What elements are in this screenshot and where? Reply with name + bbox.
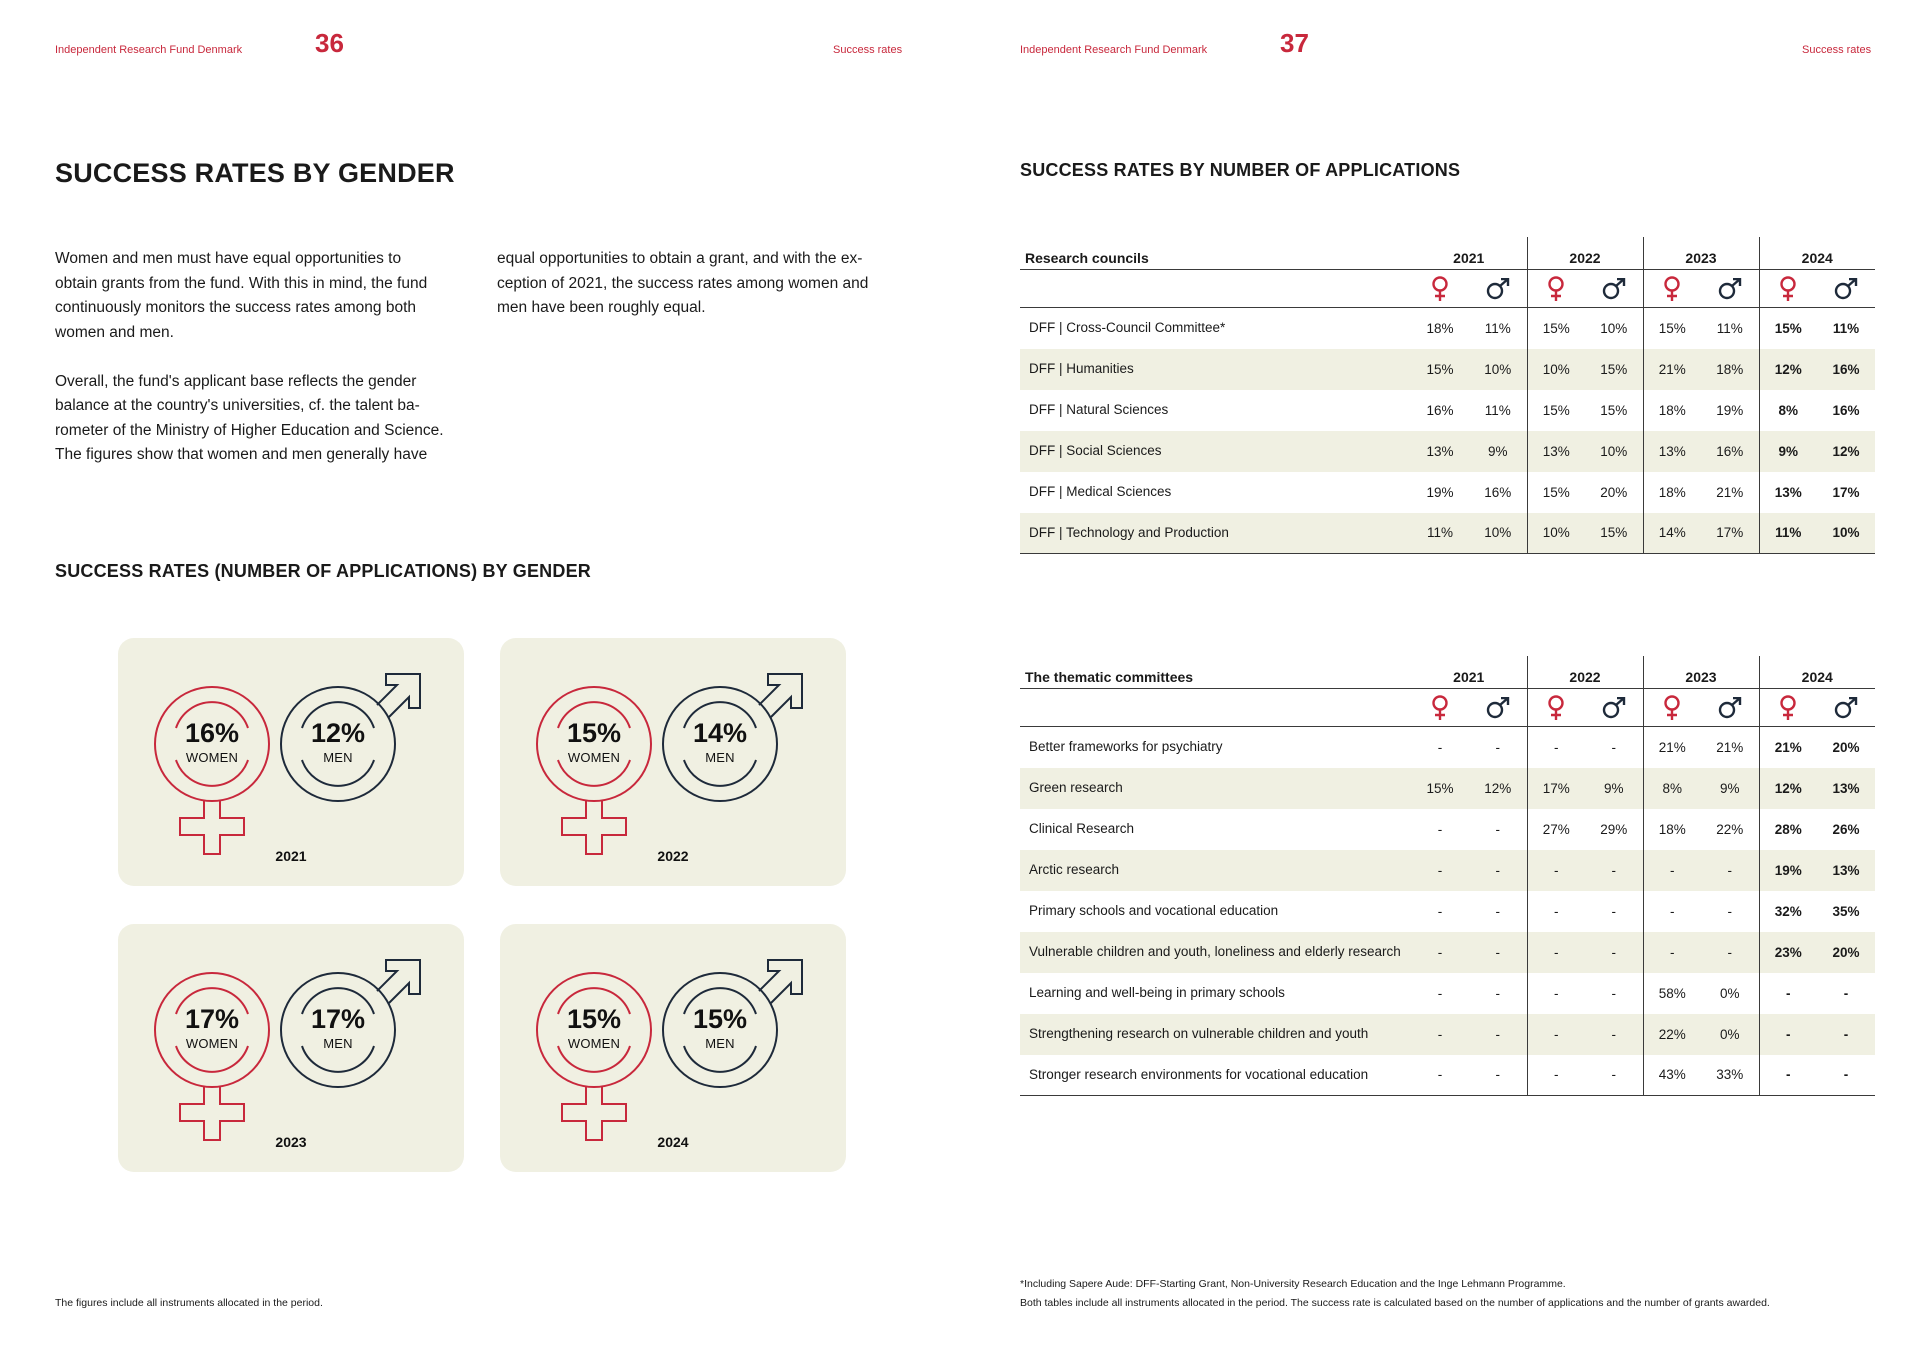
rate-cell: 12%	[1469, 768, 1527, 809]
right-header-org: Independent Research Fund Denmark	[1020, 44, 1208, 56]
text-line: women and men.	[55, 323, 174, 341]
rate-cell: -	[1437, 903, 1443, 919]
rate-cell: 33%	[1701, 1055, 1759, 1096]
text-line: Overall, the fund's applicant base reflects the gender	[55, 372, 417, 390]
rate-cell: -	[1611, 739, 1616, 755]
rate-cell: -	[1495, 903, 1500, 919]
rate-cell: -	[1527, 1014, 1585, 1055]
left-header-org: Independent Research Fund Denmark	[55, 44, 243, 56]
year-header: 2021	[1411, 237, 1527, 270]
year-header: 2024	[1759, 656, 1875, 689]
men-label: MEN	[705, 1036, 735, 1051]
rate-cell: -	[1701, 850, 1759, 891]
text-line: ception of 2021, the success rates among women and	[497, 274, 869, 292]
rate-cell: 13%	[1527, 431, 1585, 472]
text-line: balance at the country's universities, cf. the talent ba-	[55, 397, 420, 414]
rate-cell: 8%	[1759, 390, 1817, 431]
row-label: Better frameworks for psychiatry	[1029, 739, 1223, 755]
row-label: Primary schools and vocational education	[1029, 903, 1279, 918]
rate-cell: 8%	[1643, 768, 1701, 809]
rate-cell: 19%	[1759, 850, 1817, 891]
text-line: continuously monitors the success rates among both	[55, 299, 416, 316]
left-page-number: 36	[315, 28, 344, 58]
rate-cell: 15%	[1411, 349, 1469, 390]
rate-cell: 11%	[1411, 513, 1469, 554]
female-icon	[1527, 270, 1585, 308]
male-icon	[1585, 689, 1643, 727]
rate-cell: 10%	[1527, 349, 1585, 390]
table-row	[1020, 472, 1875, 513]
right-footnote-1: *Including Sapere Aude: DFF-Starting Grant, Non-University Research Education and the Inge Lehmann Programme.	[1020, 1278, 1566, 1290]
row-label: DFF | Medical Sciences	[1029, 484, 1172, 499]
rate-cell: -	[1843, 985, 1849, 1001]
table-row	[1020, 1014, 1875, 1055]
year-header: 2021	[1411, 656, 1527, 689]
rate-cell: -	[1495, 985, 1500, 1001]
table-row	[1020, 1055, 1875, 1096]
card-year: 2024	[657, 1134, 689, 1150]
rate-cell: 27%	[1527, 809, 1585, 850]
gender-card-2021	[118, 638, 464, 886]
rate-cell: -	[1585, 850, 1643, 891]
row-label: Vulnerable children and youth, loneliness and elderly research	[1020, 932, 1411, 973]
rate-cell: 10%	[1585, 431, 1643, 472]
rate-cell: 18%	[1426, 320, 1454, 336]
rate-cell: -	[1469, 1055, 1527, 1096]
text-line: Women and men must have equal opportunities to	[55, 250, 402, 267]
rate-cell: 9%	[1585, 768, 1643, 809]
intro-column-2	[497, 247, 905, 321]
rate-cell: 11%	[1716, 320, 1743, 336]
row-label: Clinical Research	[1029, 821, 1135, 836]
text-line: men have been roughly equal.	[497, 299, 706, 316]
table-row	[1020, 850, 1875, 891]
rate-cell: 10%	[1600, 320, 1628, 336]
right-header-section: Success rates	[1802, 44, 1872, 56]
rate-cell: 15%	[1600, 402, 1628, 418]
rate-cell: -	[1527, 850, 1585, 891]
rate-cell: 58%	[1643, 973, 1701, 1014]
rate-cell: 29%	[1600, 821, 1628, 837]
rate-cell: -	[1495, 821, 1500, 837]
female-icon	[1643, 689, 1701, 727]
female-icon	[1643, 270, 1701, 308]
rate-cell: 12%	[1759, 768, 1817, 809]
women-rate: 16%	[184, 718, 240, 748]
rate-cell: -	[1469, 932, 1527, 973]
rate-cell: -	[1701, 932, 1759, 973]
rate-cell: 18%	[1643, 472, 1701, 513]
rate-cell: 26%	[1832, 821, 1860, 837]
row-label: Arctic research	[1020, 850, 1411, 891]
male-icon	[1817, 270, 1875, 308]
rate-cell: 14%	[1643, 513, 1701, 554]
rate-cell: -	[1527, 727, 1585, 768]
rate-cell: 22%	[1716, 821, 1744, 837]
female-icon	[1527, 689, 1585, 727]
table-header-row	[1020, 656, 1875, 689]
rate-cell: -	[1759, 973, 1817, 1014]
rate-cell: 35%	[1832, 903, 1860, 919]
table-row	[1020, 308, 1875, 349]
table-row	[1020, 809, 1875, 850]
rate-cell: 20%	[1832, 739, 1860, 755]
rate-cell: -	[1527, 1055, 1585, 1096]
row-label: DFF | Social Sciences	[1020, 431, 1411, 472]
male-icon	[1469, 270, 1527, 308]
rate-cell: -	[1643, 932, 1701, 973]
rate-cell: 28%	[1759, 809, 1817, 850]
rate-cell: 19%	[1716, 402, 1744, 418]
men-rate: 12%	[310, 718, 366, 748]
rate-cell: -	[1469, 850, 1527, 891]
rate-cell: -	[1527, 932, 1585, 973]
rate-cell: 16%	[1817, 349, 1875, 390]
rate-cell: 21%	[1759, 727, 1817, 768]
right-footnote-2: Both tables include all instruments allocated in the period. The success rate is calculated based on the number of applications and the number of grants awarded.	[1020, 1297, 1770, 1309]
women-label: WOMEN	[185, 750, 239, 765]
table-row	[1020, 727, 1875, 768]
year-header: 2023	[1643, 656, 1759, 689]
table-row	[1020, 891, 1875, 932]
text-line: obtain grants from the fund. With this in mind, the fund	[55, 274, 428, 292]
men-label: MEN	[323, 750, 353, 765]
applications-table-title: SUCCESS RATES BY NUMBER OF APPLICATIONS	[1020, 160, 1461, 180]
rate-cell: -	[1817, 1014, 1875, 1055]
rate-cell: -	[1759, 1014, 1817, 1055]
rate-cell: 0%	[1719, 985, 1740, 1001]
table-row	[1020, 932, 1875, 973]
left-footnote: The figures include all instruments allocated in the period.	[55, 1297, 323, 1309]
rate-cell: -	[1585, 932, 1643, 973]
male-icon	[1469, 689, 1527, 727]
rate-cell: 16%	[1832, 402, 1860, 418]
rate-cell: -	[1611, 903, 1616, 919]
rate-cell: 10%	[1469, 513, 1527, 554]
rate-cell: -	[1585, 1055, 1643, 1096]
row-label: Learning and well-being in primary schools	[1029, 985, 1285, 1000]
rate-cell: 21%	[1716, 484, 1744, 500]
gender-card-2024	[500, 924, 846, 1172]
rate-cell: 11%	[1484, 320, 1511, 336]
intro-column-1	[55, 247, 463, 468]
rate-cell: -	[1585, 1014, 1643, 1055]
table-row	[1020, 513, 1875, 554]
year-header: 2023	[1643, 237, 1759, 270]
female-icon	[1759, 270, 1817, 308]
row-label: DFF | Technology and Production	[1020, 513, 1411, 554]
rate-cell: 20%	[1600, 484, 1628, 500]
female-icon	[1411, 270, 1469, 308]
rate-cell: 10%	[1527, 513, 1585, 554]
rate-cell: -	[1411, 1014, 1469, 1055]
rate-cell: 19%	[1426, 484, 1454, 500]
rate-cell: -	[1527, 891, 1585, 932]
rate-cell: 15%	[1585, 513, 1643, 554]
row-label: Stronger research environments for vocational education	[1020, 1055, 1411, 1096]
rate-cell: 13%	[1817, 850, 1875, 891]
text-line: equal opportunities to obtain a grant, and with the ex-	[497, 250, 863, 267]
table-heading: The thematic committees	[1020, 656, 1411, 689]
female-icon	[1759, 689, 1817, 727]
page-title: SUCCESS RATES BY GENDER	[55, 158, 455, 188]
research-councils-table	[1020, 237, 1875, 554]
rate-cell: 13%	[1759, 472, 1817, 513]
rate-cell: -	[1817, 1055, 1875, 1096]
rate-cell: 13%	[1817, 768, 1875, 809]
row-label: DFF | Cross-Council Committee*	[1029, 320, 1226, 336]
rate-cell: 16%	[1484, 484, 1512, 500]
rate-cell: -	[1527, 973, 1585, 1014]
rate-cell: -	[1437, 739, 1443, 755]
rate-cell: 21%	[1716, 739, 1744, 755]
male-icon	[1701, 270, 1759, 308]
gender-card-2022	[500, 638, 846, 886]
rate-cell: -	[1411, 932, 1469, 973]
rate-cell: -	[1643, 850, 1701, 891]
text-line: The figures show that women and men generally have	[55, 446, 428, 463]
table-row	[1020, 390, 1875, 431]
rate-cell: 43%	[1643, 1055, 1701, 1096]
rate-cell: 15%	[1585, 349, 1643, 390]
row-label: DFF | Natural Sciences	[1029, 402, 1169, 417]
table-row	[1020, 431, 1875, 472]
male-icon	[1585, 270, 1643, 308]
rate-cell: -	[1643, 891, 1701, 932]
rate-cell: -	[1727, 903, 1732, 919]
rate-cell: 10%	[1817, 513, 1875, 554]
rate-cell: 20%	[1817, 932, 1875, 973]
rate-cell: 0%	[1701, 1014, 1759, 1055]
rate-cell: 22%	[1643, 1014, 1701, 1055]
rate-cell: 18%	[1701, 349, 1759, 390]
gender-card-2023	[118, 924, 464, 1172]
rate-cell: 15%	[1527, 390, 1585, 431]
rate-cell: 32%	[1759, 891, 1817, 932]
rate-cell: 11%	[1832, 320, 1860, 336]
row-label: DFF | Humanities	[1020, 349, 1411, 390]
rate-cell: 9%	[1759, 431, 1817, 472]
rate-cell: -	[1411, 850, 1469, 891]
men-label: MEN	[323, 1036, 353, 1051]
rate-cell: 11%	[1759, 513, 1817, 554]
male-icon	[1817, 689, 1875, 727]
women-label: WOMEN	[567, 750, 621, 765]
card-year: 2022	[657, 848, 689, 864]
year-header: 2024	[1759, 237, 1875, 270]
card-year: 2021	[275, 848, 307, 864]
rate-cell: 18%	[1643, 809, 1701, 850]
rate-cell: -	[1759, 1055, 1817, 1096]
table-header-row	[1020, 237, 1875, 270]
gender-icon-row	[1020, 689, 1875, 727]
table-row	[1020, 973, 1875, 1014]
female-icon	[1411, 689, 1469, 727]
rate-cell: 17%	[1527, 768, 1585, 809]
male-icon	[1701, 689, 1759, 727]
rate-cell: 17%	[1832, 484, 1860, 500]
women-label: WOMEN	[185, 1036, 239, 1051]
rate-cell: 21%	[1643, 727, 1701, 768]
rate-cell: 12%	[1817, 431, 1875, 472]
rate-cell: -	[1411, 1055, 1469, 1096]
rate-cell: 9%	[1701, 768, 1759, 809]
men-rate: 14%	[692, 718, 748, 748]
rate-cell: 16%	[1701, 431, 1759, 472]
table-heading: Research councils	[1020, 237, 1411, 270]
rate-cell: 17%	[1701, 513, 1759, 554]
thematic-committees-table	[1020, 656, 1875, 1096]
women-rate: 15%	[566, 1004, 622, 1034]
year-header: 2022	[1527, 237, 1643, 270]
row-label: Strengthening research on vulnerable children and youth	[1020, 1014, 1411, 1055]
rate-cell: -	[1495, 739, 1500, 755]
rate-cell: 9%	[1469, 431, 1527, 472]
rate-cell: 15%	[1527, 308, 1585, 349]
rate-cell: -	[1437, 985, 1443, 1001]
rate-cell: 15%	[1527, 472, 1585, 513]
gender-chart-subtitle: SUCCESS RATES (NUMBER OF APPLICATIONS) BY GENDER	[55, 561, 591, 581]
women-rate: 15%	[566, 718, 622, 748]
men-label: MEN	[705, 750, 735, 765]
row-label: Green research	[1020, 768, 1411, 809]
men-rate: 15%	[692, 1004, 748, 1034]
rate-cell: 10%	[1469, 349, 1527, 390]
text-line: rometer of the Ministry of Higher Education and Science.	[55, 421, 444, 439]
table-row	[1020, 349, 1875, 390]
rate-cell: 12%	[1759, 349, 1817, 390]
rate-cell: 13%	[1411, 431, 1469, 472]
rate-cell: 15%	[1643, 308, 1701, 349]
left-header-section: Success rates	[833, 44, 903, 56]
rate-cell: 16%	[1426, 402, 1454, 418]
rate-cell: 13%	[1643, 431, 1701, 472]
rate-cell: -	[1611, 985, 1616, 1001]
women-label: WOMEN	[567, 1036, 621, 1051]
rate-cell: 18%	[1643, 390, 1701, 431]
right-page-number: 37	[1280, 28, 1309, 58]
card-year: 2023	[275, 1134, 307, 1150]
men-rate: 17%	[310, 1004, 366, 1034]
rate-cell: 21%	[1643, 349, 1701, 390]
women-rate: 17%	[184, 1004, 240, 1034]
text-line	[55, 345, 463, 370]
rate-cell: 23%	[1759, 932, 1817, 973]
rate-cell: 11%	[1484, 402, 1511, 418]
year-header: 2022	[1527, 656, 1643, 689]
table-row	[1020, 768, 1875, 809]
rate-cell: -	[1469, 1014, 1527, 1055]
rate-cell: 15%	[1411, 768, 1469, 809]
rate-cell: 15%	[1759, 308, 1817, 349]
gender-icon-row	[1020, 270, 1875, 308]
rate-cell: -	[1437, 821, 1443, 837]
